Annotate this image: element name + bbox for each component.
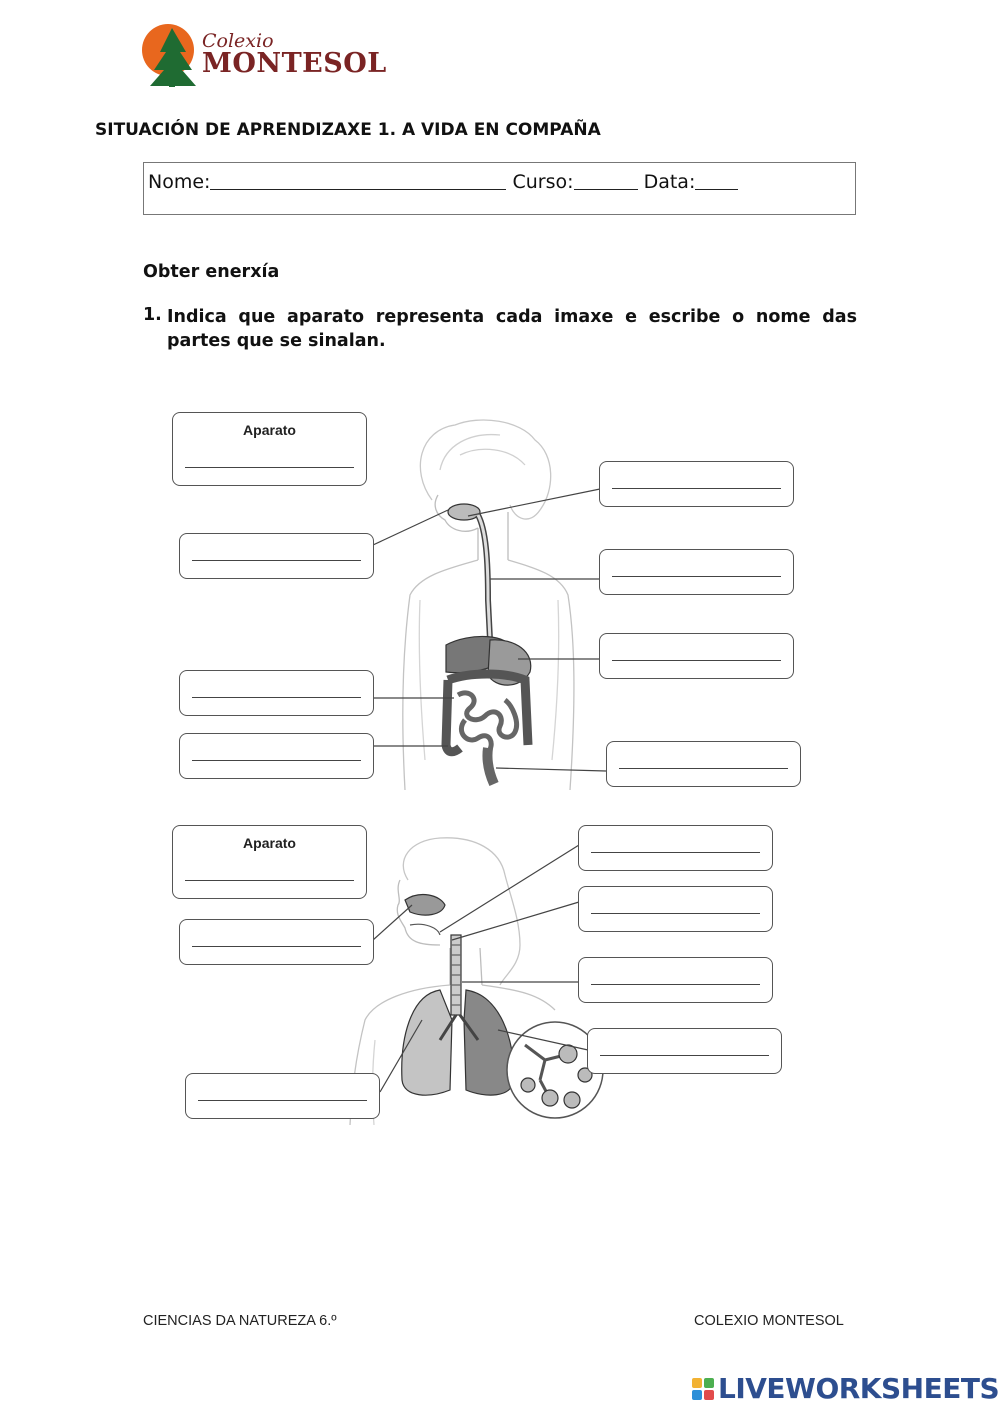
answer-box[interactable]: [587, 1028, 782, 1074]
question-text: Indica que aparato representa cada imaxe e escribe o nome das partes que se sinalan.: [167, 307, 857, 351]
answer-line: [192, 946, 361, 947]
aparato-answer-box-2[interactable]: [172, 825, 367, 899]
answer-line: [192, 560, 361, 561]
brand-square-icon: [692, 1390, 702, 1400]
data-label: Data:: [643, 171, 696, 193]
brand-square-icon: [692, 1378, 702, 1388]
page-title: SITUACIÓN DE APRENDIZAXE 1. A VIDA EN COMPAÑA: [95, 120, 601, 140]
digestive-organs: [446, 504, 531, 784]
answer-line: [612, 660, 781, 661]
answer-line: [591, 852, 760, 853]
answer-box[interactable]: [578, 957, 773, 1003]
answer-box[interactable]: [606, 741, 801, 787]
answer-box[interactable]: [179, 919, 374, 965]
answer-line: [185, 880, 354, 881]
aparato-answer-box-1[interactable]: [172, 412, 367, 486]
answer-box[interactable]: [599, 633, 794, 679]
answer-box[interactable]: [179, 670, 374, 716]
answer-line: [600, 1055, 769, 1056]
answer-line: [619, 768, 788, 769]
answer-line: [192, 697, 361, 698]
answer-line: [612, 488, 781, 489]
aparato-label: Aparato: [243, 422, 296, 438]
answer-box[interactable]: [599, 461, 794, 507]
brand-square-icon: [704, 1378, 714, 1388]
answer-box[interactable]: [599, 549, 794, 595]
logo-big-text: MONTESOL: [202, 48, 387, 79]
answer-box[interactable]: [179, 733, 374, 779]
brand-name: LIVEWORKSHEETS: [718, 1372, 1000, 1405]
footer-school: COLEXIO MONTESOL: [694, 1313, 844, 1329]
curso-label: Curso:: [512, 171, 574, 193]
answer-box[interactable]: [185, 1073, 380, 1119]
answer-line: [612, 576, 781, 577]
section-title: Obter enerxía: [143, 262, 280, 282]
answer-line: [185, 467, 354, 468]
answer-line: [591, 984, 760, 985]
answer-box[interactable]: [578, 825, 773, 871]
answer-line: [591, 913, 760, 914]
respiratory-organs: [402, 895, 603, 1118]
question-number: 1.: [143, 305, 162, 325]
answer-box[interactable]: [179, 533, 374, 579]
logo-small-text: Colexio: [202, 30, 274, 52]
footer-subject: CIENCIAS DA NATUREZA 6.º: [143, 1313, 337, 1329]
answer-line: [192, 760, 361, 761]
answer-box[interactable]: [578, 886, 773, 932]
nome-label: Nome:: [148, 171, 211, 193]
aparato-label: Aparato: [243, 835, 296, 851]
answer-line: [198, 1100, 367, 1101]
brand-square-icon: [704, 1390, 714, 1400]
